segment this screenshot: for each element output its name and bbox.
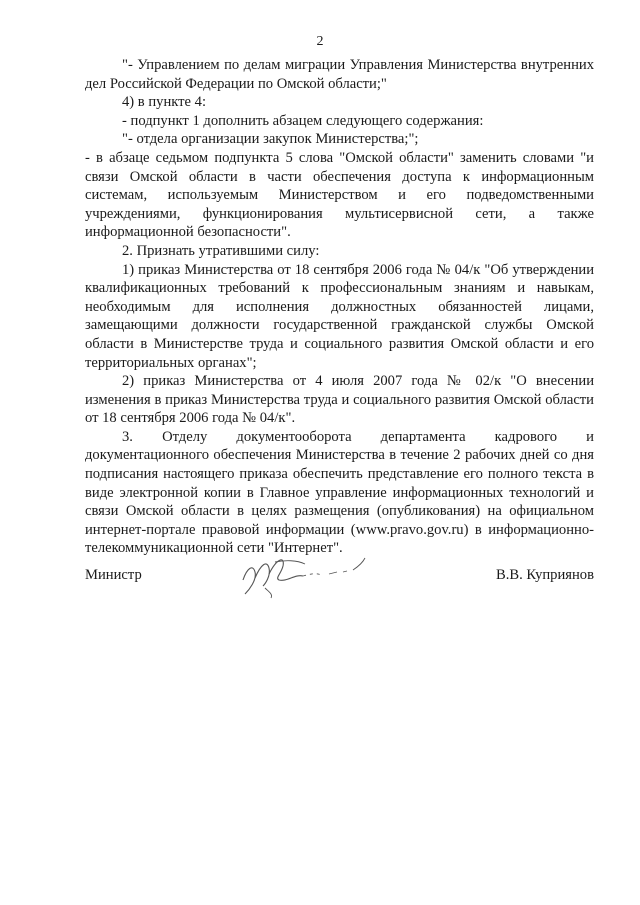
paragraph: 2) приказ Министерства от 4 июля 2007 года № 02/к "О внесении изменения в приказ Министерства труда и социального развития Омской области от 18 сентября 2006 года № 04/к".	[85, 373, 594, 427]
paragraph: 1) приказ Министерства от 18 сентября 2006 года № 04/к "Об утверждении квалификационных требований к профессиональным знаниям и навыкам, необходимым для исполнения должностных обязанностей лицами, замещающими должности государственной гражданской службы Омской области в Министерстве труда и социального развития Омской области и его территориальных органах";	[85, 261, 594, 371]
paragraph: - подпункт 1 дополнить абзацем следующего содержания:	[122, 112, 484, 129]
page-number: 2	[316, 34, 324, 49]
signatory-name: В.В. Куприянов	[496, 567, 594, 583]
paragraph: 3. Отделу документооборота департамента кадрового и документационного обеспечения Министерства в течение 2 рабочих дней со дня подписания настоящего приказа обеспечить представление его полного текста в виде электронной копии в Главное управление информационных технологий и связи Омской области в целях размещения (опубликования) на официальном интернет-портале правовой информации (www.pravo.gov.ru) в информационно-телекоммуникационной сети "Интернет".	[85, 428, 594, 557]
handwritten-signature	[225, 550, 385, 600]
document-body	[85, 56, 594, 558]
signatory-title: Министр	[85, 567, 142, 583]
paragraph: "- Управлением по делам миграции Управления Министерства внутренних дел Российской Федерации по Омской области;"	[85, 57, 594, 92]
paragraph: - в абзаце седьмом подпункта 5 слова "Омской области" заменить словами "и связи Омской области в части обеспечения доступа к информационным системам, используемым Министерством и его подведомственными учреждениями, функционирования мультисервисной сети, а также информационной безопасности".	[85, 149, 594, 241]
paragraph: "- отдела организации закупок Министерства;";	[122, 131, 419, 148]
paragraph: 4) в пункте 4:	[122, 94, 207, 111]
signature-block	[85, 562, 594, 602]
paragraph: 2. Признать утратившими силу:	[122, 242, 320, 259]
